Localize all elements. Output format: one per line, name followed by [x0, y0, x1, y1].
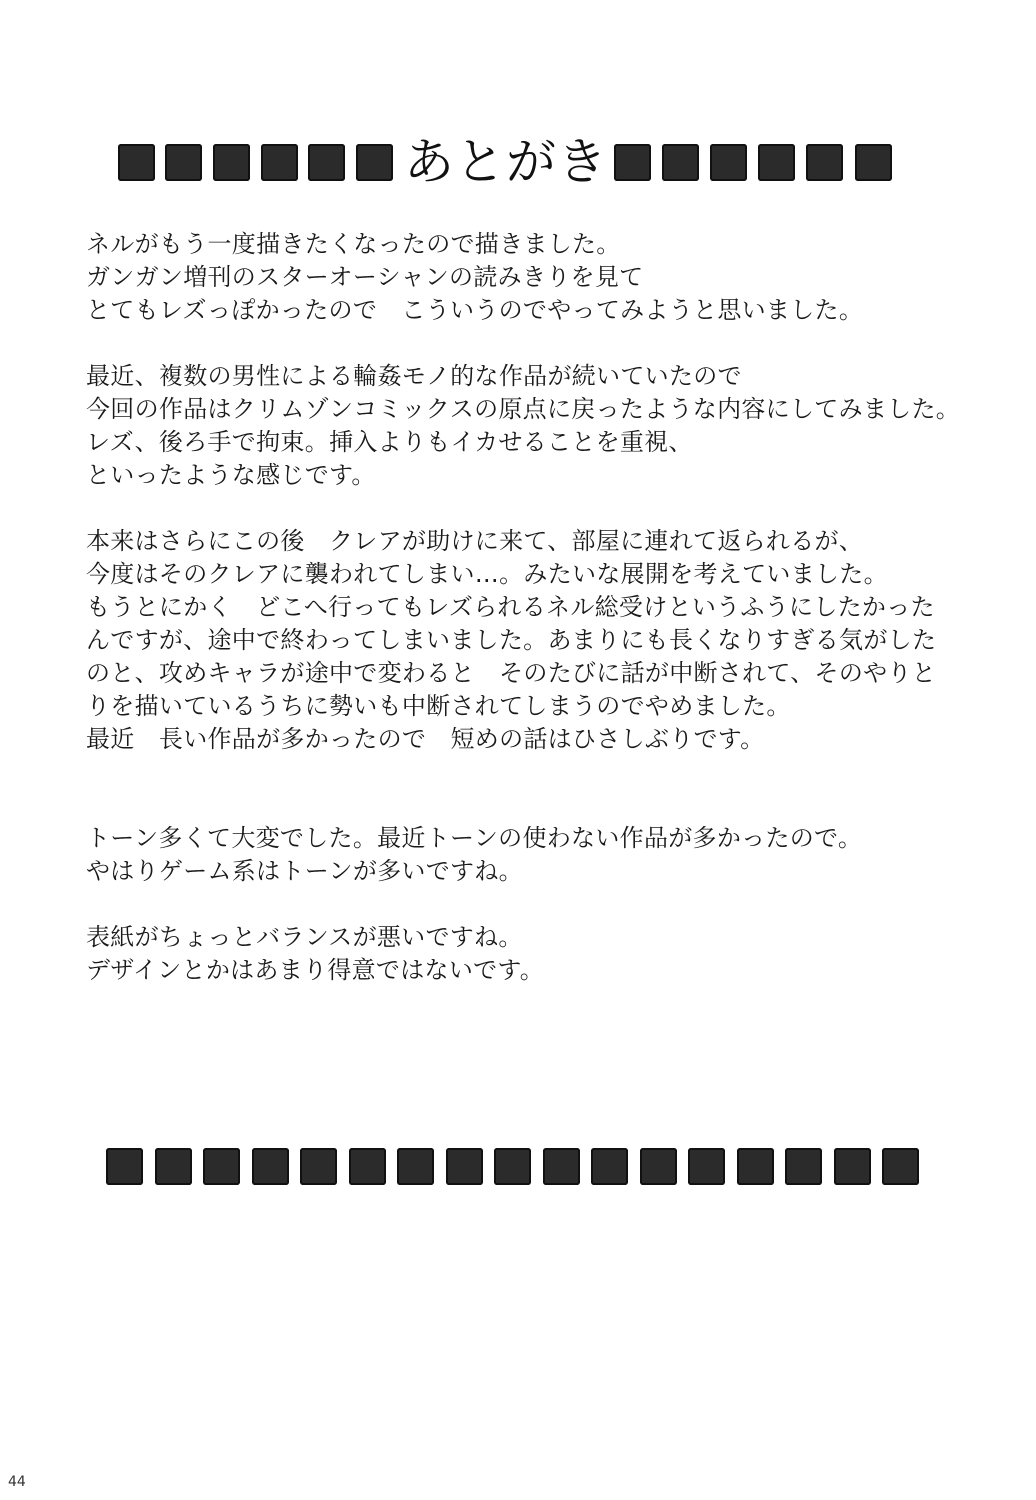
- text-line: 今回の作品はクリムゾンコミックスの原点に戻ったような内容にしてみました。: [86, 395, 961, 423]
- decor-square-icon: [213, 144, 250, 181]
- title-banner: [0, 132, 1036, 192]
- text-line: 本来はさらにこの後 クレアが助けに来て、部屋に連れて返られるが、: [86, 527, 864, 555]
- page-title: あとがき: [404, 133, 608, 191]
- decor-square-icon: [834, 1148, 871, 1185]
- text-line: 最近 長い作品が多かったので 短めの話はひさしぶりです。: [86, 725, 765, 753]
- page-number: 44: [8, 1474, 26, 1490]
- decor-square-icon: [356, 144, 393, 181]
- afterword-body: [86, 228, 986, 987]
- text-line: んですが、途中で終わってしまいました。あまりにも長くなりすぎる気がした: [86, 626, 937, 654]
- paragraph: [86, 822, 986, 888]
- paragraph: [86, 921, 986, 987]
- decor-square-icon: [855, 144, 892, 181]
- paragraph: [86, 360, 986, 492]
- text-line: りを描いているうちに勢いも中断されてしまうのでやめました。: [86, 692, 791, 720]
- decor-square-icon: [688, 1148, 725, 1185]
- decor-square-icon: [446, 1148, 483, 1185]
- text-line: もうとにかく どこへ行ってもレズられるネル総受けというふうにしたかった: [86, 593, 935, 621]
- text-line: のと、攻めキャラが途中で変わると そのたびに話が中断されて、そのやりと: [86, 659, 937, 687]
- decor-square-icon: [349, 1148, 386, 1185]
- decor-square-icon: [614, 144, 651, 181]
- decor-square-icon: [494, 1148, 531, 1185]
- text-line: 今度はそのクレアに襲われてしまい…。みたいな展開を考えていました。: [86, 560, 888, 588]
- decor-square-icon: [165, 144, 202, 181]
- text-line: デザインとかはあまり得意ではないです。: [86, 956, 545, 984]
- text-line: ネルがもう一度描きたくなったので描きました。: [86, 230, 621, 258]
- decor-square-icon: [252, 1148, 289, 1185]
- bottom-divider: [0, 1148, 1036, 1188]
- decor-square-icon: [397, 1148, 434, 1185]
- decor-square-icon: [261, 144, 298, 181]
- decor-square-icon: [785, 1148, 822, 1185]
- decor-square-icon: [155, 1148, 192, 1185]
- decor-square-icon: [806, 144, 843, 181]
- text-line: トーン多くて大変でした。最近トーンの使わない作品が多かったので。: [86, 824, 863, 852]
- decor-square-icon: [118, 144, 155, 181]
- decor-square-icon: [591, 1148, 628, 1185]
- text-line: レズ、後ろ手で拘束。挿入よりもイカせることを重視、: [86, 428, 693, 456]
- decor-square-icon: [662, 144, 699, 181]
- decor-square-icon: [737, 1148, 774, 1185]
- decor-square-icon: [300, 1148, 337, 1185]
- decor-square-icon: [203, 1148, 240, 1185]
- text-line: 最近、複数の男性による輪姦モノ的な作品が続いていたので: [86, 362, 742, 390]
- decor-square-icon: [882, 1148, 919, 1185]
- text-line: 表紙がちょっとバランスが悪いですね。: [86, 923, 523, 951]
- text-line: とてもレズっぽかったので こういうのでやってみようと思いました。: [86, 296, 864, 324]
- decor-square-icon: [543, 1148, 580, 1185]
- decor-square-icon: [308, 144, 345, 181]
- decor-square-icon: [758, 144, 795, 181]
- text-line: といったような感じです。: [86, 461, 376, 489]
- decor-square-icon: [640, 1148, 677, 1185]
- decor-square-icon: [106, 1148, 143, 1185]
- paragraph: [86, 525, 986, 756]
- decor-square-icon: [710, 144, 747, 181]
- text-line: ガンガン増刊のスターオーシャンの読みきりを見て: [86, 263, 644, 291]
- paragraph: [86, 228, 986, 327]
- text-line: やはりゲーム系はトーンが多いですね。: [86, 857, 523, 885]
